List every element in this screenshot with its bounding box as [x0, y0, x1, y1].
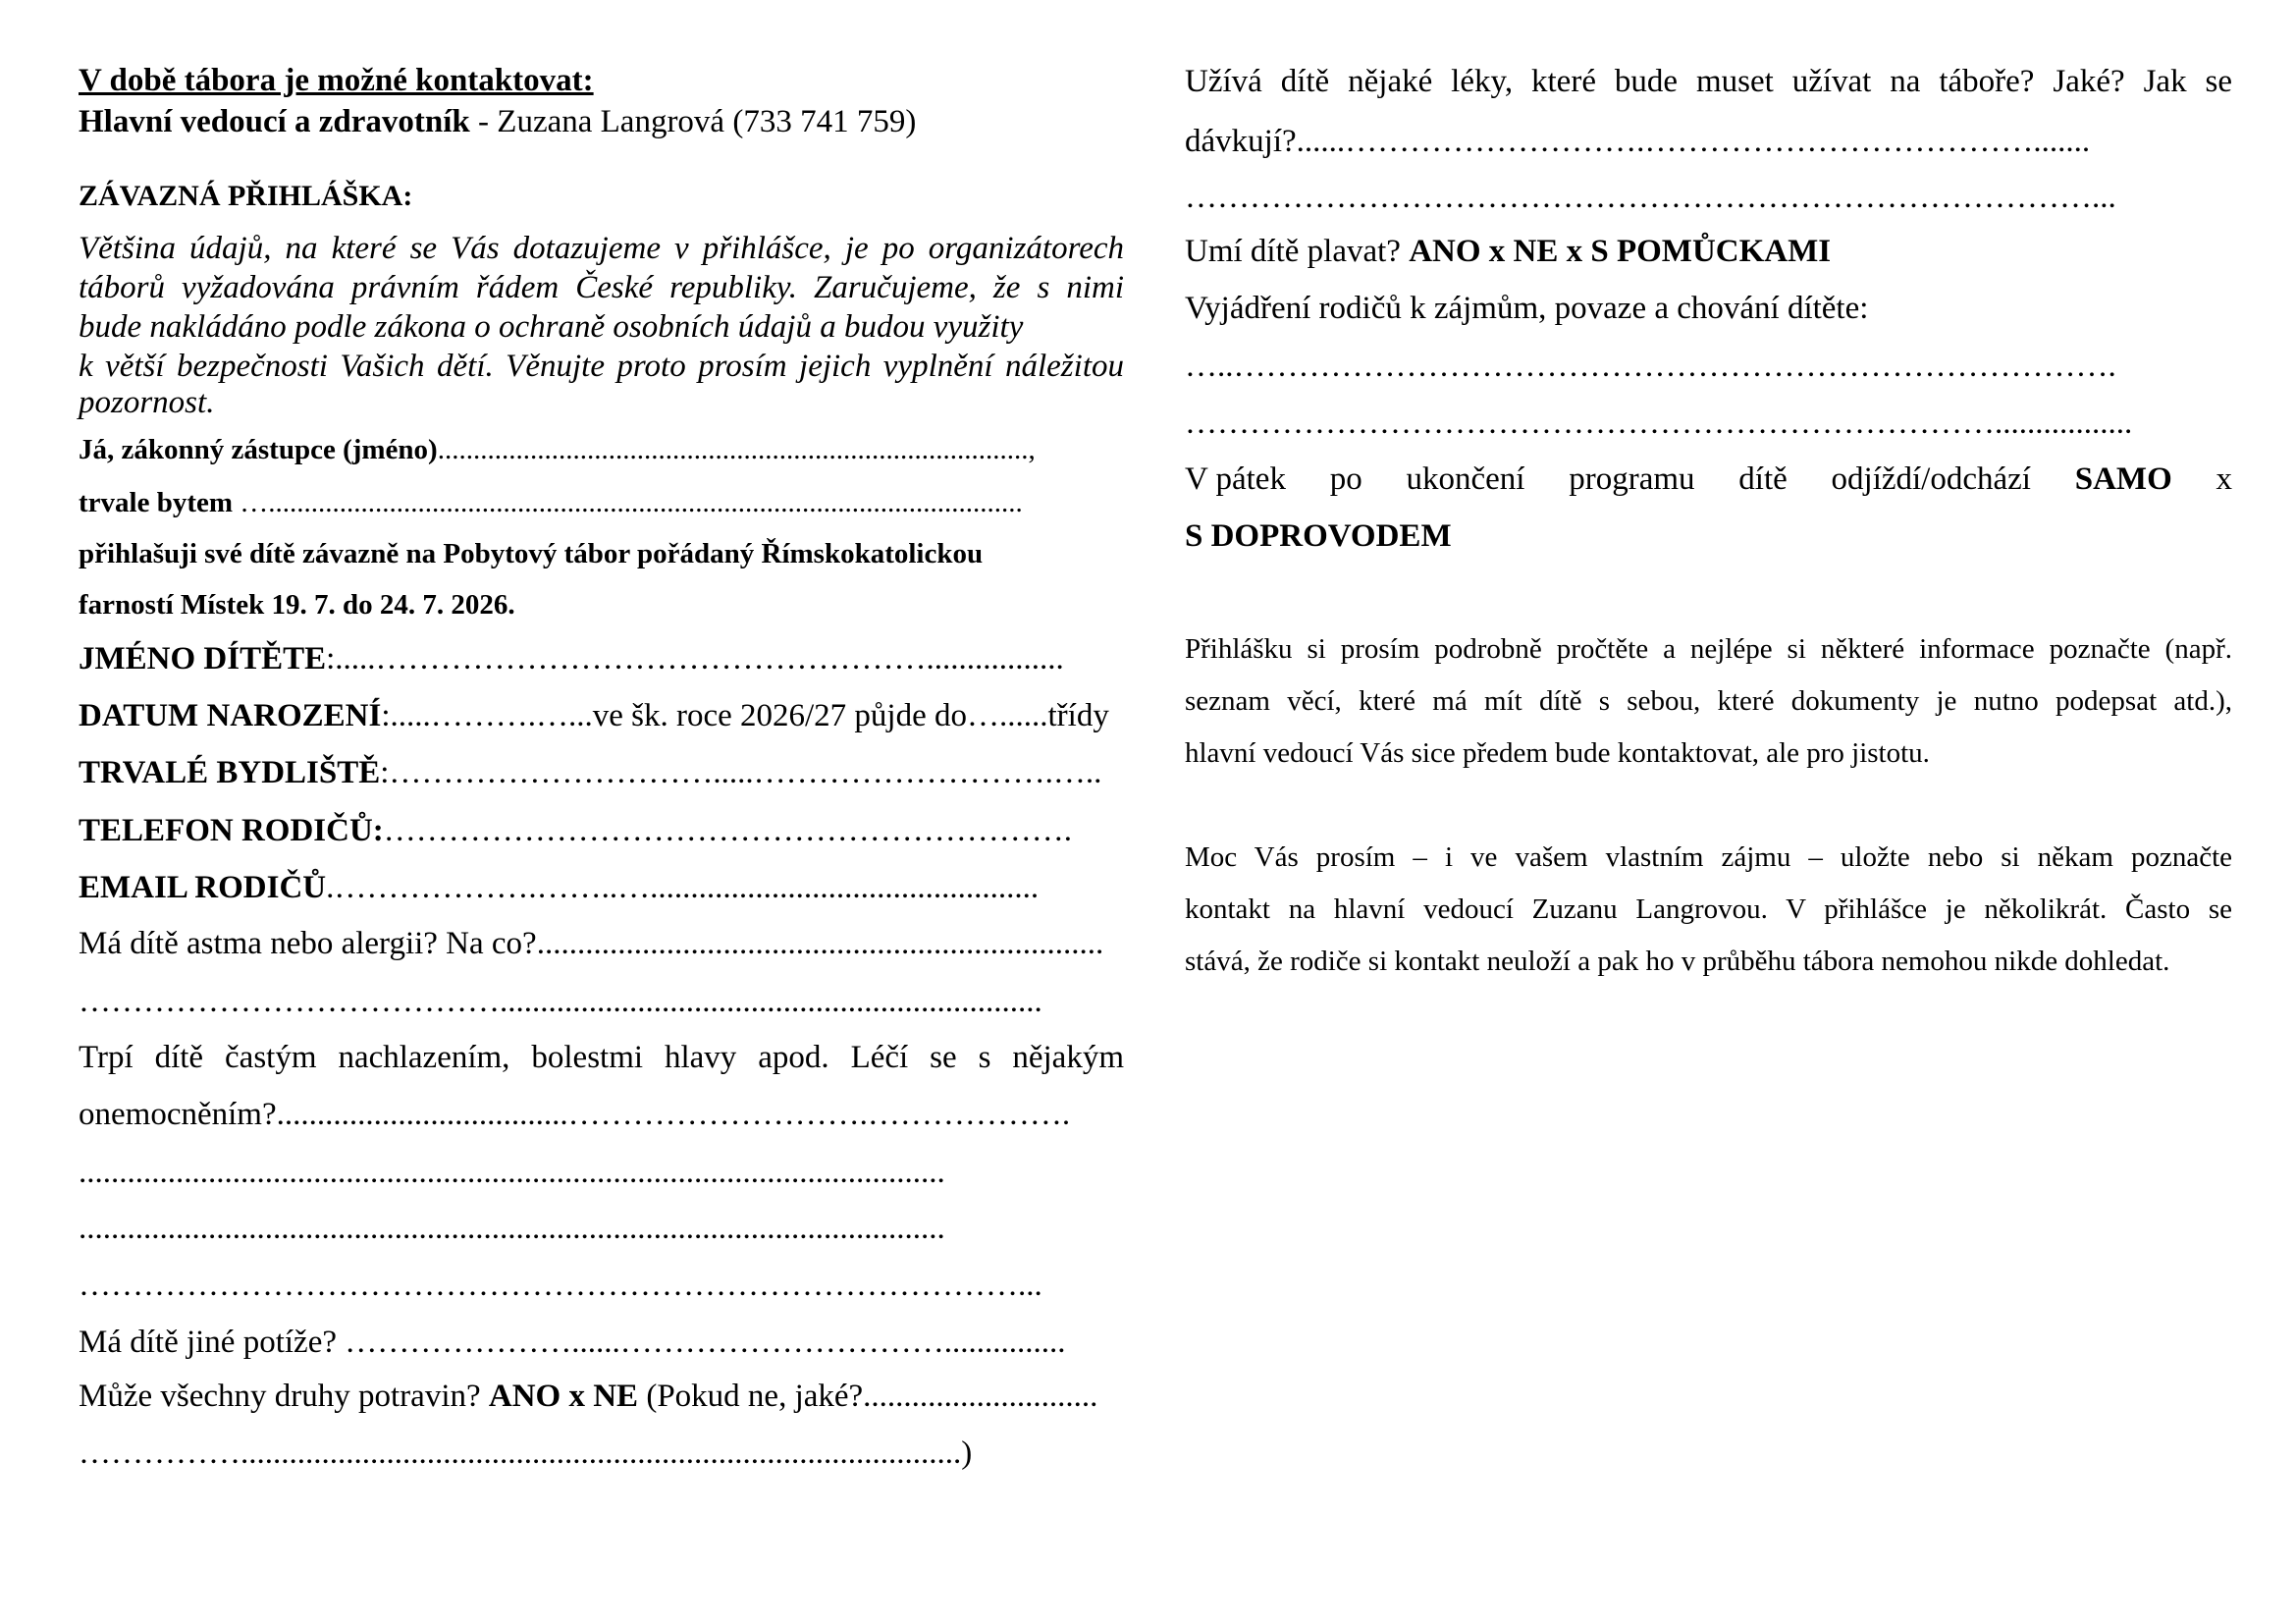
food-line-2: …………….........................................................................................)	[79, 1435, 973, 1471]
blank-line-1: ...........................................................................................................	[79, 1155, 945, 1190]
birth-label: DATUM NAROZENÍ	[79, 698, 382, 733]
note1-line-3: hlavní vedoucí Vás sice předem bude kontaktovat, ale pro jistotu.	[1185, 737, 1930, 769]
birth-row	[79, 696, 1124, 735]
guardian-label: Já, zákonný zástupce (jméno)	[79, 434, 438, 465]
intro-line-2: táborů vyžadována právním řádem České republiky. Zaručujeme, že s nimi	[79, 270, 1124, 305]
food-options: ANO x NE	[488, 1379, 639, 1414]
left-column	[79, 0, 1124, 1624]
friday-word: programu	[1569, 461, 1695, 497]
friday-row	[1185, 460, 2232, 499]
illness-question-1: Trpí dítě častým nachlazením, bolestmi hlavy apod. Léčí se s nějakým	[79, 1040, 1124, 1075]
illness-row	[79, 1095, 1124, 1134]
child-name-row	[79, 639, 1124, 678]
note2-line-1: Moc Vás prosím – i ve vašem vlastním zájmu – uložte nebo si někam poznačte	[1185, 841, 2232, 873]
swim-question: Umí dítě plavat?	[1185, 234, 1410, 269]
asthma-line-2: …………………………………...................................................................	[79, 984, 1042, 1019]
form-title: ZÁVAZNÁ PŘIHLÁŠKA:	[79, 180, 413, 212]
food-question: Může všechny druhy potravin?	[79, 1379, 489, 1414]
meds-question-2: dávkují?......……………………….……………………………….......	[1185, 124, 2091, 159]
intro-line-5: pozornost.	[79, 385, 215, 420]
birth-fill: :.....……….…...ve šk. roce 2026/27 půjde do…......třídy	[381, 698, 1109, 733]
intro-line-3: bude nakládáno podle zákona o ochraně osobních údajů a budou využity	[79, 309, 1024, 345]
address-row	[79, 753, 1124, 792]
food-rest: (Pokud ne, jaké?.............................	[638, 1379, 1098, 1414]
other-fill: …………………......…………………………...............	[345, 1325, 1066, 1360]
enroll-line-2: farností Místek 19. 7. do 24. 7. 2026.	[79, 589, 515, 621]
asthma-fill: ......................................................................	[536, 926, 1104, 961]
right-column	[1185, 0, 2232, 1624]
note2-line-2: kontakt na hlavní vedoucí Zuzanu Langrovou. V přihlášce je několikrát. Často se	[1185, 893, 2232, 925]
phone-row	[79, 811, 1124, 850]
food-row	[79, 1377, 1124, 1416]
note1-line-2: seznam věcí, které má mít dítě s sebou, které dokumenty je nutno podepsat atd.),	[1185, 685, 2232, 717]
meds-question-1: Užívá dítě nějaké léky, které bude muset užívat na táboře? Jaké? Jak se	[1185, 64, 2232, 99]
child-name-fill: :.....…………………………………………….................	[326, 641, 1064, 677]
other-row	[79, 1323, 1124, 1362]
email-label: EMAIL RODIČŮ	[79, 870, 327, 905]
guardian-fill: ...................................................................................,	[437, 434, 1036, 465]
illness-question-2: onemocněním?	[79, 1097, 277, 1132]
swim-options: ANO x NE x S POMŮCKAMI	[1409, 234, 1832, 269]
contact-person: - Zuzana Langrová (733 741 759)	[469, 104, 917, 139]
friday-word: ukončení	[1406, 461, 1525, 497]
friday-word: V pátek	[1185, 461, 1286, 497]
swim-row	[1185, 232, 1831, 271]
email-fill: .……………….……..…................................................	[326, 870, 1040, 905]
contact-line	[79, 102, 916, 141]
blank-line-2: ...........................................................................................................	[79, 1211, 945, 1246]
friday-word-samo: SAMO	[2074, 461, 2172, 497]
address-fill: :………………………….....……………………….…..	[380, 755, 1102, 790]
friday-line-2: S DOPROVODEM	[1185, 518, 1452, 554]
interests-question: Vyjádření rodičů k zájmům, povaze a chování dítěte:	[1185, 291, 1869, 326]
enroll-line-1: přihlašuji své dítě závazně na Pobytový tábor pořádaný Římskokatolickou	[79, 538, 984, 569]
blank-line-3: ……………………………………………………………………………...	[79, 1268, 1042, 1303]
phone-label: TELEFON RODIČŮ:	[79, 813, 384, 848]
friday-word: dítě	[1738, 461, 1788, 497]
friday-word: odjíždí/odchází	[1831, 461, 2031, 497]
intro-line-1: Většina údajů, na které se Vás dotazujeme v přihlášce, je po organizátorech	[79, 231, 1124, 266]
child-name-label: JMÉNO DÍTĚTE	[79, 641, 327, 677]
illness-fill: ....................................……………………….……………….	[276, 1097, 1071, 1132]
meds-line-3: …………………………………………………………………………...	[1185, 180, 2116, 215]
address-label: TRVALÉ BYDLIŠTĚ	[79, 755, 381, 790]
email-row	[79, 868, 1124, 907]
guardian-row	[79, 433, 1124, 466]
contact-heading: V době tábora je možné kontaktovat:	[79, 63, 594, 98]
other-question: Má dítě jiné potíže?	[79, 1325, 346, 1360]
intro-line-4: k větší bezpečnosti Vašich dětí. Věnujte proto prosím jejich vyplnění náležitou	[79, 349, 1124, 384]
note2-line-3: stává, že rodiče si kontakt neuloží a pak ho v průběhu tábora nemohou nikde dohledat.	[1185, 946, 2170, 977]
friday-word: po	[1329, 461, 1362, 497]
contact-role: Hlavní vedoucí a zdravotník	[79, 104, 470, 139]
note1-line-1: Přihlášku si prosím podrobně pročtěte a nejlépe si některé informace poznačte (např.	[1185, 633, 2232, 665]
friday-word: x	[2216, 461, 2232, 497]
residence-label: trvale bytem	[79, 487, 234, 518]
interests-line-1: …..……………………………………………………………………….	[1185, 349, 2116, 384]
residence-fill: …..........................................................................................................	[233, 487, 1023, 518]
residence-row	[79, 486, 1124, 519]
phone-fill: ……………………………………………………….	[383, 813, 1073, 848]
interests-line-2: ………………………………………………………………….................	[1185, 406, 2133, 441]
asthma-question: Má dítě astma nebo alergii? Na co?	[79, 926, 537, 961]
asthma-row	[79, 924, 1124, 963]
